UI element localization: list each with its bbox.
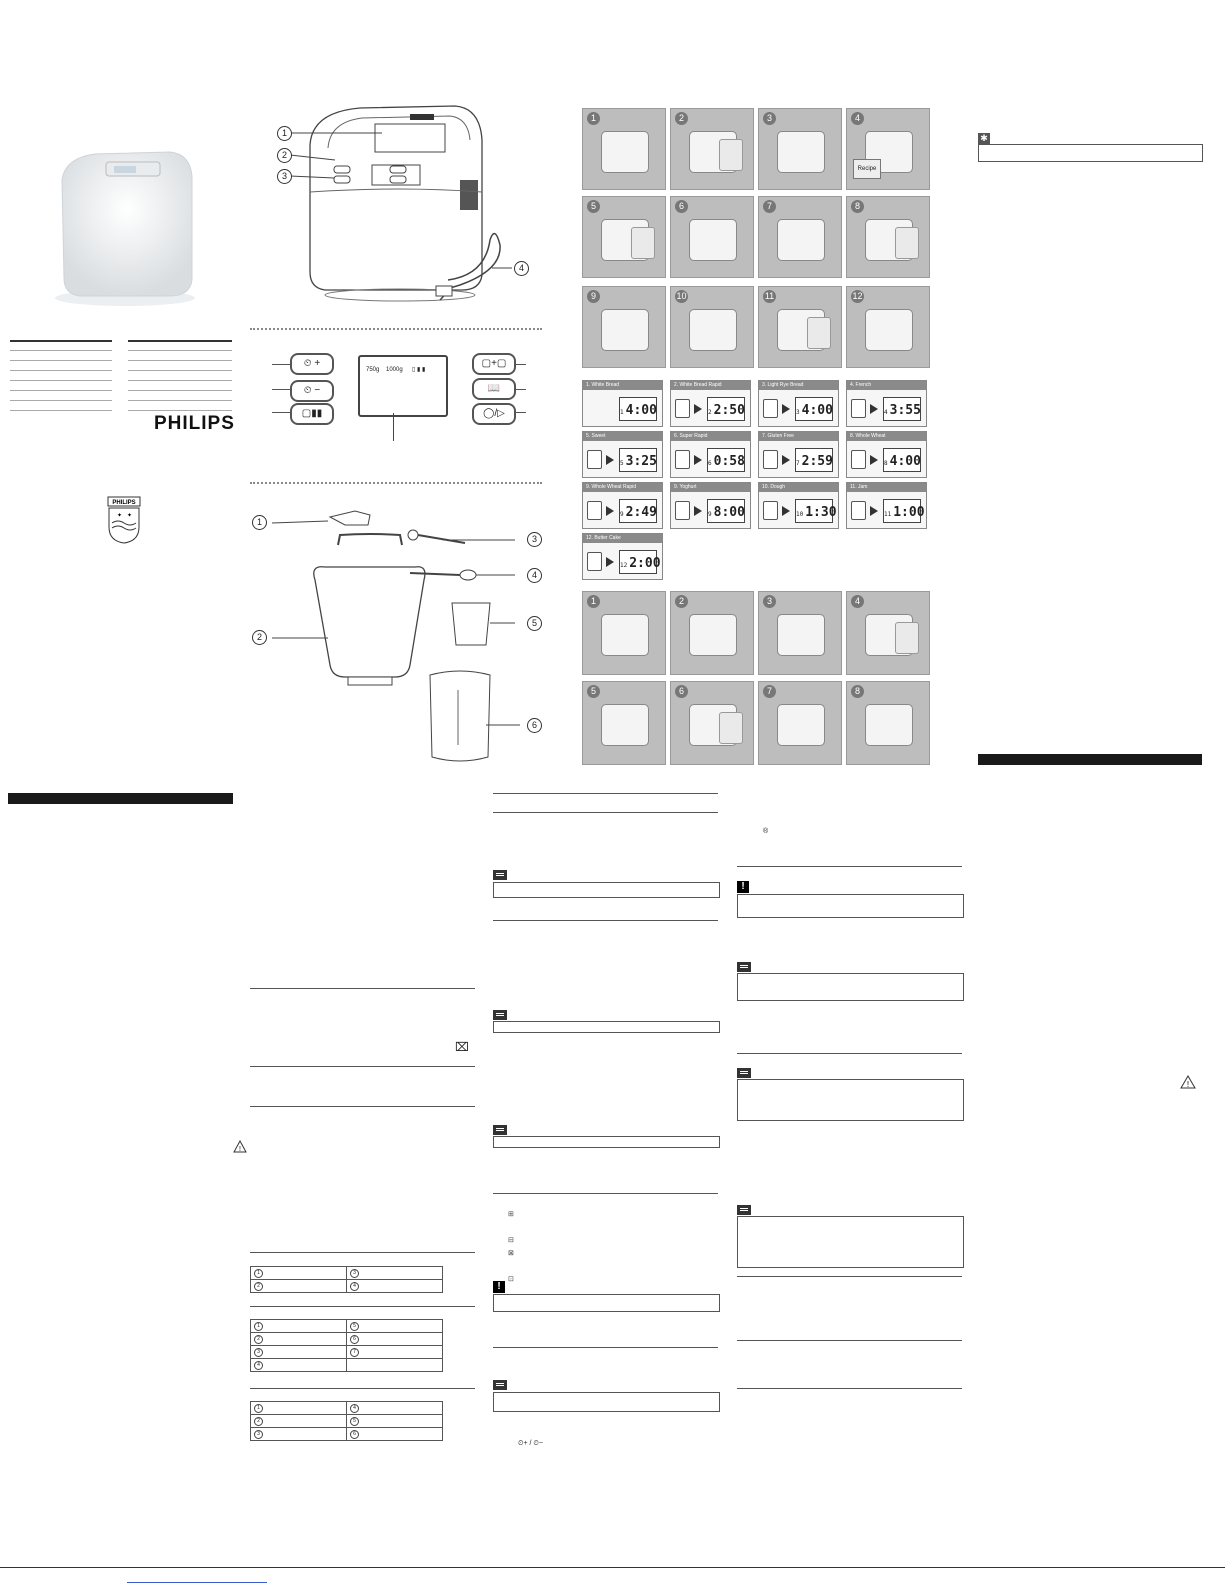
recycle-bin-icon: ⌧ [455, 1040, 469, 1054]
program-tile [846, 482, 927, 529]
program-time-display [795, 397, 833, 421]
accessory-callout-3: 3 [527, 532, 542, 547]
tip-icon: ✱ [978, 133, 990, 144]
program-name: 7. Gluten Free [759, 432, 838, 441]
program-time: 1:00 [893, 505, 925, 520]
appliance-illustration [601, 704, 649, 746]
program-tile [670, 431, 751, 478]
tip-box [978, 144, 1203, 162]
program-name: 8. Whole Wheat [847, 432, 926, 441]
menu-press-icon [851, 501, 866, 520]
program-code: 3 [796, 409, 800, 416]
program-tile [846, 380, 927, 427]
svg-text:✦: ✦ [117, 513, 123, 519]
step-photo [846, 591, 930, 675]
program-code: 1 [620, 409, 624, 416]
appliance-illustration [601, 614, 649, 656]
program-name: 11. Jam [847, 483, 926, 492]
section-bar-right [978, 754, 1202, 765]
step-photo [582, 196, 666, 278]
bread-maker-photo [40, 140, 200, 310]
step-photo [582, 108, 666, 190]
note-icon [493, 1010, 507, 1020]
program-name: 12. Butter Cake [583, 534, 662, 543]
step-photo [670, 286, 754, 368]
warning-box [737, 894, 964, 918]
step-photo [582, 591, 666, 675]
small-icons-list: ⊞ ⊟ ⊠ ⊡ [508, 1211, 514, 1283]
appliance-illustration [865, 309, 913, 351]
program-time: 4:00 [801, 403, 833, 418]
arrow-right-icon [606, 455, 614, 465]
callout-3: 3 [277, 169, 292, 184]
plug-illustration [719, 139, 743, 171]
parts-table-3: 1 4 2 5 3 6 [250, 1401, 443, 1441]
warning-icon: ! [493, 1281, 505, 1293]
divider-dotted-1 [250, 328, 542, 330]
arrow-right-icon [694, 455, 702, 465]
philips-wordmark: PHILIPS [154, 413, 235, 434]
program-time: 3:25 [625, 454, 657, 469]
step-photo [758, 108, 842, 190]
program-code: 11 [884, 511, 892, 518]
plug-illustration [807, 317, 831, 349]
warning-box [493, 1294, 720, 1312]
arrow-right-icon [606, 506, 614, 516]
svg-text:✦: ✦ [127, 513, 133, 519]
weight-button: ▢+▢ [472, 353, 516, 375]
appliance-illustration [689, 219, 737, 261]
note-icon [737, 1205, 751, 1215]
program-time: 4:00 [889, 454, 921, 469]
arrow-right-icon [782, 404, 790, 414]
step-number: 2 [675, 112, 688, 125]
accessory-callout-2: 2 [252, 630, 267, 645]
section-bar-left [8, 793, 233, 804]
program-code: 4 [884, 409, 888, 416]
step-number: 1 [587, 595, 600, 608]
arrow-right-icon [782, 506, 790, 516]
crust-indicator-icon: ▯ ▮ ▮ [412, 367, 426, 373]
step-photo [670, 591, 754, 675]
program-time: 4:00 [625, 403, 657, 418]
timer-plus-button: ⏲ + [290, 353, 334, 375]
r-icon: ® [763, 828, 769, 835]
program-code: 7 [796, 460, 800, 467]
program-time-display [883, 499, 925, 523]
program-time: 0:58 [713, 454, 745, 469]
program-time: 8:00 [713, 505, 745, 520]
program-tile [670, 380, 751, 427]
program-code: 5 [620, 460, 624, 467]
step-photo [582, 286, 666, 368]
svg-text:!: ! [1186, 1080, 1190, 1089]
program-time-display [883, 448, 921, 472]
crust-button: ▢▮▮ [290, 403, 334, 425]
step-number: 5 [587, 685, 600, 698]
program-time-display [619, 397, 657, 421]
menu-press-icon [587, 450, 602, 469]
program-name: 4. French [847, 381, 926, 390]
parts-table-1: 1 3 2 4 [250, 1266, 443, 1293]
plug-illustration [631, 227, 655, 259]
program-code: 12 [620, 562, 628, 569]
note-box [493, 1021, 720, 1033]
program-code: 9 [620, 511, 624, 518]
program-code: 9 [708, 511, 712, 518]
plug-illustration [719, 712, 743, 744]
start-stop-button: ◯/▷ [472, 403, 516, 425]
program-name: 1. White Bread [583, 381, 662, 390]
appliance-illustration [601, 131, 649, 173]
appliance-illustration [777, 614, 825, 656]
weight-750-label: 750g [366, 367, 380, 373]
program-tile [758, 482, 839, 529]
arrow-right-icon [694, 404, 702, 414]
program-code: 10 [796, 511, 804, 518]
note-box [737, 1079, 964, 1121]
step-photo [758, 286, 842, 368]
note-icon [493, 1380, 507, 1390]
note-icon [493, 870, 507, 880]
note-box [493, 882, 720, 898]
arrow-right-icon [694, 506, 702, 516]
step-number: 8 [851, 200, 864, 213]
appliance-illustration [689, 309, 737, 351]
program-time-display [619, 499, 657, 523]
program-code: 6 [708, 460, 712, 467]
menu-press-icon [675, 501, 690, 520]
parts-table-2: 1 5 2 6 3 7 4 [250, 1319, 443, 1372]
accessory-callout-6: 6 [527, 718, 542, 733]
menu-press-icon [587, 501, 602, 520]
menu-press-icon [851, 399, 866, 418]
callout-4: 4 [514, 261, 529, 276]
program-name: 3. Light Rye Bread [759, 381, 838, 390]
program-time: 3:55 [889, 403, 921, 418]
note-box [737, 973, 964, 1001]
step-photo [582, 681, 666, 765]
program-name: 6. Super Rapid [671, 432, 750, 441]
step-number: 7 [763, 200, 776, 213]
step-photo [846, 196, 930, 278]
warning-triangle-icon [233, 1140, 247, 1158]
program-time-display [707, 499, 745, 523]
menu-press-icon [763, 501, 778, 520]
step-photo [670, 681, 754, 765]
step-number: 8 [851, 685, 864, 698]
arrow-right-icon [782, 455, 790, 465]
appliance-illustration [777, 219, 825, 261]
menu-press-icon [675, 450, 690, 469]
svg-text:!: ! [239, 1146, 241, 1153]
program-time-display [707, 397, 745, 421]
accessory-callout-4: 4 [527, 568, 542, 583]
step-number: 4 [851, 112, 864, 125]
program-time: 2:59 [801, 454, 833, 469]
note-box [493, 1136, 720, 1148]
menu-press-icon [763, 450, 778, 469]
step-number: 2 [675, 595, 688, 608]
appliance-illustration [689, 614, 737, 656]
callout-2: 2 [277, 148, 292, 163]
menu-press-icon [587, 552, 602, 571]
plug-illustration [895, 622, 919, 654]
appliance-illustration [865, 704, 913, 746]
accessory-callout-5: 5 [527, 616, 542, 631]
divider-dotted-2 [250, 482, 542, 484]
arrow-right-icon [606, 557, 614, 567]
program-time-display [795, 499, 837, 523]
accessories-diagram [250, 495, 550, 775]
step-photo [846, 108, 930, 190]
program-name: 2. White Bread Rapid [671, 381, 750, 390]
note-icon [737, 1068, 751, 1078]
program-name: 9. Yoghurt [671, 483, 750, 492]
menu-press-icon [851, 450, 866, 469]
step-number: 5 [587, 200, 600, 213]
arrow-right-icon [870, 404, 878, 414]
weight-1000-label: 1000g [386, 367, 403, 373]
note-box [737, 1216, 964, 1268]
arrow-right-icon [870, 506, 878, 516]
appliance-illustration [777, 131, 825, 173]
step-photo [758, 196, 842, 278]
step-number: 7 [763, 685, 776, 698]
program-tile [758, 380, 839, 427]
program-code: 2 [708, 409, 712, 416]
step-photo [758, 681, 842, 765]
program-tile [582, 482, 663, 529]
program-time: 2:49 [625, 505, 657, 520]
step-number: 3 [763, 112, 776, 125]
device-diagram [250, 100, 550, 310]
menu-button: 📖 [472, 378, 516, 400]
program-time-display [619, 550, 661, 574]
plug-illustration [895, 227, 919, 259]
program-time-display [619, 448, 657, 472]
menu-press-icon [763, 399, 778, 418]
program-time: 2:50 [713, 403, 745, 418]
timer-buttons-icon: ⏲+ / ⏲− [518, 1440, 543, 1447]
product-photo [40, 140, 200, 310]
appliance-illustration [601, 309, 649, 351]
step-photo [846, 286, 930, 368]
menu-press-icon [675, 399, 690, 418]
program-code: 8 [884, 460, 888, 467]
program-time: 2:00 [629, 556, 661, 571]
step-number: 6 [675, 200, 688, 213]
step-number: 1 [587, 112, 600, 125]
program-name: 5. Sweet [583, 432, 662, 441]
step-number: 6 [675, 685, 688, 698]
step-number: 10 [676, 291, 687, 301]
program-name: 9. Whole Wheat Rapid [583, 483, 662, 492]
program-time-display [883, 397, 921, 421]
warning-triangle-icon [1180, 1075, 1196, 1094]
step-photo [670, 196, 754, 278]
svg-text:PHILIPS: PHILIPS [112, 500, 136, 506]
step-photo [846, 681, 930, 765]
step-photo [670, 108, 754, 190]
step-number: 11 [764, 291, 775, 301]
step-number: 3 [763, 595, 776, 608]
accessory-callout-1: 1 [252, 515, 267, 530]
program-tile [582, 380, 663, 427]
step-number: 12 [852, 291, 863, 301]
note-icon [493, 1125, 507, 1135]
program-tile [758, 431, 839, 478]
note-box [493, 1392, 720, 1412]
step-number: 9 [587, 290, 600, 303]
timer-minus-button: ⏲ − [290, 380, 334, 402]
step-photo [758, 591, 842, 675]
warning-icon: ! [737, 881, 749, 893]
program-tile [846, 431, 927, 478]
program-name: 10. Dough [759, 483, 838, 492]
step-number: 4 [851, 595, 864, 608]
program-time-display [707, 448, 745, 472]
program-time-display [795, 448, 833, 472]
appliance-illustration [777, 704, 825, 746]
program-tile [670, 482, 751, 529]
program-time: 1:30 [805, 505, 837, 520]
note-icon [737, 962, 751, 972]
lcd-display [358, 355, 448, 417]
program-tile [582, 533, 663, 580]
philips-shield-logo [106, 495, 142, 550]
program-tile [582, 431, 663, 478]
callout-1: 1 [277, 126, 292, 141]
recipe-card: Recipe [853, 159, 881, 179]
arrow-right-icon [870, 455, 878, 465]
